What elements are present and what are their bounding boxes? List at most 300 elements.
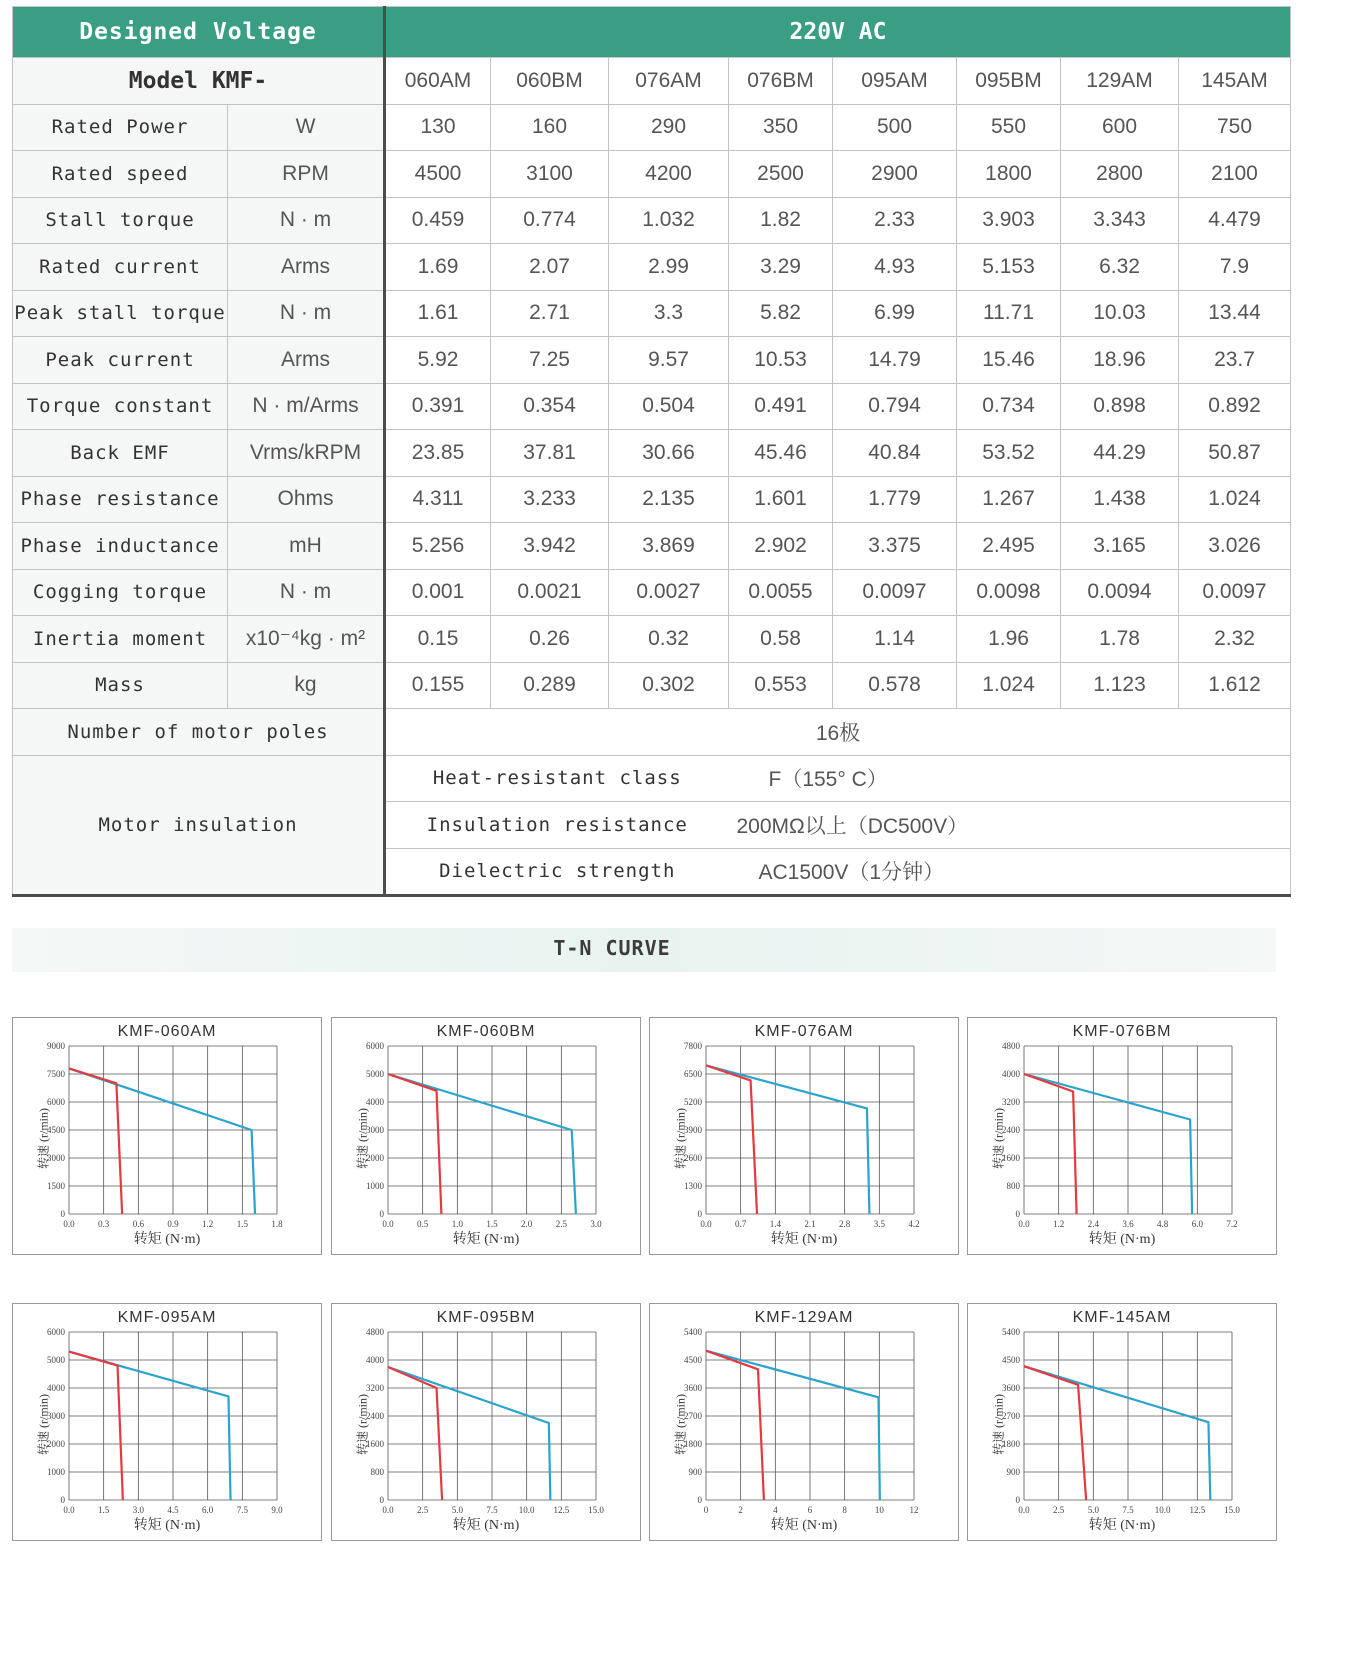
- spec-value: 4200: [609, 151, 729, 198]
- y-tick-label: 2600: [684, 1153, 702, 1163]
- spec-value: 1.438: [1061, 476, 1179, 523]
- spec-value: 53.52: [957, 430, 1061, 477]
- chart-x-label: 转矩 (N·m): [452, 1518, 520, 1533]
- chart-x-label: 转矩 (N·m): [1088, 1232, 1156, 1247]
- spec-value: 0.26: [491, 616, 609, 663]
- spec-value: 0.391: [385, 383, 491, 430]
- x-tick-label: 0.0: [1018, 1219, 1030, 1229]
- chart-x-label: 转矩 (N·m): [1088, 1518, 1156, 1533]
- spec-label: Torque constant: [13, 383, 228, 430]
- spec-value: 1.69: [385, 244, 491, 291]
- tn-chart: [12, 1017, 322, 1255]
- spec-value: 0.0098: [957, 569, 1061, 616]
- spec-value: 3.165: [1061, 523, 1179, 570]
- y-tick-label: 3600: [1002, 1383, 1020, 1393]
- spec-value: 0.354: [491, 383, 609, 430]
- y-tick-label: 900: [1006, 1467, 1020, 1477]
- spec-value: 2.71: [491, 290, 609, 337]
- tn-chart: [331, 1017, 641, 1255]
- motor-poles-label: Number of motor poles: [13, 709, 385, 756]
- x-tick-label: 12: [909, 1505, 919, 1515]
- spec-unit: kg: [228, 662, 385, 709]
- spec-value: 0.15: [385, 616, 491, 663]
- y-tick-label: 0: [697, 1495, 702, 1505]
- spec-value: 0.504: [609, 383, 729, 430]
- spec-value: 7.9: [1179, 244, 1291, 291]
- x-tick-label: 3.5: [873, 1219, 885, 1229]
- x-tick-label: 1.5: [98, 1505, 110, 1515]
- chart-title: KMF-076BM: [1072, 1023, 1172, 1040]
- chart-plot: [968, 1018, 1276, 1254]
- x-tick-label: 0.0: [63, 1219, 75, 1229]
- y-tick-label: 9000: [47, 1041, 65, 1051]
- chart-title: KMF-145AM: [1072, 1309, 1172, 1326]
- spec-value: 2.902: [729, 523, 833, 570]
- spec-value: 1.61: [385, 290, 491, 337]
- spec-value: 0.0094: [1061, 569, 1179, 616]
- x-tick-label: 3.0: [590, 1219, 602, 1229]
- spec-value: 0.892: [1179, 383, 1291, 430]
- x-tick-label: 2.5: [1053, 1505, 1065, 1515]
- x-tick-label: 10: [874, 1505, 884, 1515]
- peak-torque-curve: [388, 1074, 576, 1214]
- spec-value: 0.734: [957, 383, 1061, 430]
- y-tick-label: 3900: [684, 1125, 702, 1135]
- y-tick-label: 6000: [47, 1097, 65, 1107]
- x-tick-label: 12.5: [553, 1505, 570, 1515]
- spec-value: 0.155: [385, 662, 491, 709]
- spec-value: 45.46: [729, 430, 833, 477]
- spec-value: 1.612: [1179, 662, 1291, 709]
- spec-value: 2.07: [491, 244, 609, 291]
- spec-value: 15.46: [957, 337, 1061, 384]
- spec-row: [13, 290, 1291, 337]
- spec-value: 130: [385, 104, 491, 151]
- model-column-header: 095AM: [833, 58, 957, 105]
- y-tick-label: 0: [697, 1209, 702, 1219]
- x-tick-label: 9.0: [271, 1505, 283, 1515]
- spec-value: 0.58: [729, 616, 833, 663]
- spec-table: [12, 6, 1291, 897]
- x-tick-label: 0.0: [1018, 1505, 1030, 1515]
- y-tick-label: 800: [1006, 1181, 1020, 1191]
- spec-value: 290: [609, 104, 729, 151]
- tn-chart: [12, 1303, 322, 1541]
- y-tick-label: 1000: [47, 1467, 65, 1477]
- y-tick-label: 3600: [684, 1383, 702, 1393]
- y-tick-label: 1800: [1002, 1439, 1020, 1449]
- spec-value: 50.87: [1179, 430, 1291, 477]
- continuous-torque-curve: [69, 1352, 123, 1500]
- spec-label: Stall torque: [13, 197, 228, 244]
- spec-value: 0.32: [609, 616, 729, 663]
- spec-value: 2.495: [957, 523, 1061, 570]
- x-tick-label: 4.8: [1157, 1219, 1169, 1229]
- chart-y-label: 转速 (r/min): [673, 1108, 688, 1169]
- spec-unit: Vrms/kRPM: [228, 430, 385, 477]
- y-tick-label: 5400: [1002, 1327, 1020, 1337]
- continuous-torque-curve: [1024, 1074, 1077, 1214]
- spec-value: 4500: [385, 151, 491, 198]
- spec-value: 0.794: [833, 383, 957, 430]
- spec-unit: RPM: [228, 151, 385, 198]
- spec-row: [13, 337, 1291, 384]
- spec-value: 1.779: [833, 476, 957, 523]
- x-tick-label: 0.9: [167, 1219, 179, 1229]
- spec-value: 350: [729, 104, 833, 151]
- peak-torque-curve: [69, 1352, 231, 1500]
- spec-value: 500: [833, 104, 957, 151]
- x-tick-label: 0.5: [417, 1219, 429, 1229]
- y-tick-label: 2000: [47, 1439, 65, 1449]
- y-tick-label: 3200: [366, 1383, 384, 1393]
- continuous-torque-curve: [706, 1351, 764, 1500]
- spec-unit: N · m: [228, 197, 385, 244]
- y-tick-label: 900: [688, 1467, 702, 1477]
- y-tick-label: 4800: [366, 1327, 384, 1337]
- x-tick-label: 1.8: [271, 1219, 283, 1229]
- spec-value: 4.93: [833, 244, 957, 291]
- tn-chart: [649, 1017, 959, 1255]
- x-tick-label: 2.1: [804, 1219, 816, 1229]
- x-tick-label: 1.2: [202, 1219, 214, 1229]
- spec-value: 1.96: [957, 616, 1061, 663]
- peak-torque-curve: [1024, 1074, 1192, 1214]
- spec-row: [13, 197, 1291, 244]
- x-tick-label: 5.0: [1087, 1505, 1099, 1515]
- chart-y-label: 转速 (r/min): [991, 1394, 1006, 1455]
- peak-torque-curve: [69, 1068, 255, 1214]
- spec-unit: N · m: [228, 569, 385, 616]
- continuous-torque-curve: [388, 1074, 441, 1214]
- y-tick-label: 5200: [684, 1097, 702, 1107]
- designed-voltage-header: Designed Voltage: [13, 7, 385, 58]
- voltage-header: 220V AC: [385, 7, 1291, 58]
- spec-value: 550: [957, 104, 1061, 151]
- chart-title: KMF-060AM: [117, 1023, 217, 1040]
- x-tick-label: 2.0: [521, 1219, 533, 1229]
- chart-y-label: 转速 (r/min): [991, 1108, 1006, 1169]
- chart-plot: [13, 1018, 321, 1254]
- x-tick-label: 1.0: [451, 1219, 463, 1229]
- y-tick-label: 0: [60, 1495, 65, 1505]
- spec-row: [13, 244, 1291, 291]
- model-column-header: 060BM: [491, 58, 609, 105]
- y-tick-label: 3000: [47, 1153, 65, 1163]
- spec-value: 750: [1179, 104, 1291, 151]
- spec-value: 44.29: [1061, 430, 1179, 477]
- spec-row: [13, 616, 1291, 663]
- x-tick-label: 7.5: [1122, 1505, 1134, 1515]
- insulation-value: AC1500V（1分钟）: [729, 848, 1291, 896]
- insulation-value: 200MΩ以上（DC500V）: [729, 802, 1291, 849]
- motor-poles-value: 16极: [385, 709, 1291, 756]
- chart-x-label: 转矩 (N·m): [770, 1232, 838, 1247]
- x-tick-label: 2.5: [555, 1219, 567, 1229]
- y-tick-label: 3000: [47, 1411, 65, 1421]
- spec-row: [13, 476, 1291, 523]
- spec-value: 0.898: [1061, 383, 1179, 430]
- model-column-header: 129AM: [1061, 58, 1179, 105]
- spec-value: 0.491: [729, 383, 833, 430]
- spec-value: 3100: [491, 151, 609, 198]
- spec-value: 0.0097: [1179, 569, 1291, 616]
- y-tick-label: 6000: [47, 1327, 65, 1337]
- spec-value: 3.375: [833, 523, 957, 570]
- spec-value: 0.001: [385, 569, 491, 616]
- spec-value: 40.84: [833, 430, 957, 477]
- spec-value: 3.026: [1179, 523, 1291, 570]
- spec-value: 0.774: [491, 197, 609, 244]
- y-tick-label: 5400: [684, 1327, 702, 1337]
- spec-value: 0.0021: [491, 569, 609, 616]
- spec-value: 3.343: [1061, 197, 1179, 244]
- x-tick-label: 15.0: [1224, 1505, 1240, 1515]
- spec-label: Back EMF: [13, 430, 228, 477]
- spec-row: [13, 151, 1291, 198]
- x-tick-label: 15.0: [588, 1505, 604, 1515]
- tn-chart: [649, 1303, 959, 1541]
- spec-value: 2.99: [609, 244, 729, 291]
- peak-torque-curve: [706, 1351, 880, 1500]
- x-tick-label: 7.5: [236, 1505, 248, 1515]
- spec-label: Mass: [13, 662, 228, 709]
- spec-value: 3.942: [491, 523, 609, 570]
- spec-unit: Arms: [228, 337, 385, 384]
- spec-unit: Arms: [228, 244, 385, 291]
- spec-value: 6.99: [833, 290, 957, 337]
- motor-insulation-label: Motor insulation: [13, 755, 385, 896]
- spec-value: 2900: [833, 151, 957, 198]
- spec-unit: x10⁻⁴kg · m²: [228, 616, 385, 663]
- spec-label: Rated Power: [13, 104, 228, 151]
- spec-value: 1.14: [833, 616, 957, 663]
- x-tick-label: 0.0: [382, 1219, 394, 1229]
- y-tick-label: 2000: [366, 1153, 384, 1163]
- y-tick-label: 0: [379, 1209, 384, 1219]
- x-tick-label: 10.0: [518, 1505, 535, 1515]
- spec-value: 10.03: [1061, 290, 1179, 337]
- chart-y-label: 转速 (r/min): [355, 1394, 370, 1455]
- y-tick-label: 6000: [366, 1041, 384, 1051]
- chart-title: KMF-076AM: [754, 1023, 854, 1040]
- y-tick-label: 3000: [366, 1125, 384, 1135]
- chart-plot: [968, 1304, 1276, 1540]
- spec-value: 600: [1061, 104, 1179, 151]
- spec-value: 1.024: [1179, 476, 1291, 523]
- spec-value: 13.44: [1179, 290, 1291, 337]
- y-tick-label: 2400: [1002, 1125, 1020, 1135]
- x-tick-label: 0.0: [382, 1505, 394, 1515]
- spec-value: 3.869: [609, 523, 729, 570]
- model-column-header: 076AM: [609, 58, 729, 105]
- spec-value: 0.0055: [729, 569, 833, 616]
- y-tick-label: 800: [370, 1467, 384, 1477]
- y-tick-label: 1500: [47, 1181, 65, 1191]
- y-tick-label: 4000: [366, 1355, 384, 1365]
- x-tick-label: 4: [773, 1505, 778, 1515]
- spec-row: [13, 662, 1291, 709]
- spec-row: [13, 104, 1291, 151]
- model-column-header: 145AM: [1179, 58, 1291, 105]
- x-tick-label: 0.3: [98, 1219, 110, 1229]
- y-tick-label: 4500: [684, 1355, 702, 1365]
- y-tick-label: 5000: [47, 1355, 65, 1365]
- chart-title: KMF-060BM: [436, 1023, 536, 1040]
- x-tick-label: 2.5: [417, 1505, 429, 1515]
- x-tick-label: 0.0: [63, 1505, 75, 1515]
- y-tick-label: 0: [1015, 1495, 1020, 1505]
- x-tick-label: 5.0: [451, 1505, 463, 1515]
- x-tick-label: 0.0: [700, 1219, 712, 1229]
- spec-unit: N · m: [228, 290, 385, 337]
- spec-value: 1.601: [729, 476, 833, 523]
- y-tick-label: 4000: [47, 1383, 65, 1393]
- chart-plot: [332, 1018, 640, 1254]
- spec-value: 0.0097: [833, 569, 957, 616]
- spec-value: 5.153: [957, 244, 1061, 291]
- y-tick-label: 4500: [1002, 1355, 1020, 1365]
- spec-label: Phase inductance: [13, 523, 228, 570]
- spec-value: 3.233: [491, 476, 609, 523]
- continuous-torque-curve: [1024, 1366, 1086, 1500]
- y-tick-label: 4000: [366, 1097, 384, 1107]
- y-tick-label: 1300: [684, 1181, 702, 1191]
- chart-x-label: 转矩 (N·m): [452, 1232, 520, 1247]
- x-tick-label: 4.2: [908, 1219, 920, 1229]
- spec-value: 23.85: [385, 430, 491, 477]
- y-tick-label: 3200: [1002, 1097, 1020, 1107]
- x-tick-label: 4.5: [167, 1505, 179, 1515]
- spec-value: 0.553: [729, 662, 833, 709]
- spec-value: 2800: [1061, 151, 1179, 198]
- spec-value: 0.459: [385, 197, 491, 244]
- model-column-header: 060AM: [385, 58, 491, 105]
- spec-value: 4.479: [1179, 197, 1291, 244]
- spec-value: 1.024: [957, 662, 1061, 709]
- insulation-name: Dielectric strength: [385, 848, 729, 896]
- chart-title: KMF-095AM: [117, 1309, 217, 1326]
- spec-value: 9.57: [609, 337, 729, 384]
- spec-value: 10.53: [729, 337, 833, 384]
- y-tick-label: 4800: [1002, 1041, 1020, 1051]
- chart-title: KMF-129AM: [754, 1309, 854, 1326]
- continuous-torque-curve: [69, 1068, 122, 1214]
- spec-label: Peak current: [13, 337, 228, 384]
- spec-value: 11.71: [957, 290, 1061, 337]
- y-tick-label: 0: [60, 1209, 65, 1219]
- spec-label: Peak stall torque: [13, 290, 228, 337]
- model-label: Model KMF-: [13, 58, 385, 105]
- tn-chart: [967, 1017, 1277, 1255]
- spec-value: 5.256: [385, 523, 491, 570]
- chart-y-label: 转速 (r/min): [355, 1108, 370, 1169]
- chart-x-label: 转矩 (N·m): [133, 1518, 201, 1533]
- y-tick-label: 1600: [1002, 1153, 1020, 1163]
- x-tick-label: 2: [738, 1505, 743, 1515]
- spec-value: 1.032: [609, 197, 729, 244]
- spec-value: 37.81: [491, 430, 609, 477]
- x-tick-label: 3.6: [1122, 1219, 1134, 1229]
- spec-value: 1.78: [1061, 616, 1179, 663]
- spec-value: 2.32: [1179, 616, 1291, 663]
- spec-label: Inertia moment: [13, 616, 228, 663]
- x-tick-label: 12.5: [1189, 1505, 1206, 1515]
- spec-unit: N · m/Arms: [228, 383, 385, 430]
- spec-value: 6.32: [1061, 244, 1179, 291]
- spec-value: 0.289: [491, 662, 609, 709]
- y-tick-label: 0: [1015, 1209, 1020, 1219]
- insulation-name: Heat-resistant class: [385, 755, 729, 802]
- x-tick-label: 1.5: [236, 1219, 248, 1229]
- spec-value: 0.302: [609, 662, 729, 709]
- x-tick-label: 6.0: [202, 1505, 214, 1515]
- tn-chart: [331, 1303, 641, 1541]
- chart-y-label: 转速 (r/min): [36, 1108, 51, 1169]
- peak-torque-curve: [388, 1367, 550, 1500]
- spec-value: 23.7: [1179, 337, 1291, 384]
- x-tick-label: 3.0: [132, 1505, 144, 1515]
- spec-value: 0.578: [833, 662, 957, 709]
- x-tick-label: 1.2: [1053, 1219, 1065, 1229]
- spec-value: 3.29: [729, 244, 833, 291]
- spec-row: [13, 569, 1291, 616]
- chart-plot: [650, 1304, 958, 1540]
- continuous-torque-curve: [706, 1065, 757, 1214]
- spec-value: 2.135: [609, 476, 729, 523]
- spec-value: 2100: [1179, 151, 1291, 198]
- x-tick-label: 8: [842, 1505, 847, 1515]
- model-column-header: 095BM: [957, 58, 1061, 105]
- insulation-name: Insulation resistance: [385, 802, 729, 849]
- spec-label: Rated current: [13, 244, 228, 291]
- spec-unit: mH: [228, 523, 385, 570]
- spec-value: 30.66: [609, 430, 729, 477]
- model-column-header: 076BM: [729, 58, 833, 105]
- x-tick-label: 0.7: [735, 1219, 747, 1229]
- spec-value: 1.123: [1061, 662, 1179, 709]
- chart-title: KMF-095BM: [436, 1309, 536, 1326]
- spec-row: [13, 430, 1291, 477]
- x-tick-label: 6: [807, 1505, 813, 1515]
- spec-value: 5.82: [729, 290, 833, 337]
- y-tick-label: 4500: [47, 1125, 65, 1135]
- chart-x-label: 转矩 (N·m): [770, 1518, 838, 1533]
- y-tick-label: 5000: [366, 1069, 384, 1079]
- x-tick-label: 6.0: [1191, 1219, 1203, 1229]
- spec-value: 0.0027: [609, 569, 729, 616]
- y-tick-label: 4000: [1002, 1069, 1020, 1079]
- spec-value: 3.3: [609, 290, 729, 337]
- spec-value: 1800: [957, 151, 1061, 198]
- x-tick-label: 1.5: [486, 1219, 498, 1229]
- x-tick-label: 1.4: [769, 1219, 781, 1229]
- x-tick-label: 10.0: [1154, 1505, 1171, 1515]
- x-tick-label: 7.5: [486, 1505, 498, 1515]
- spec-value: 5.92: [385, 337, 491, 384]
- chart-plot: [650, 1018, 958, 1254]
- spec-value: 14.79: [833, 337, 957, 384]
- peak-torque-curve: [1024, 1366, 1210, 1500]
- y-tick-label: 2700: [1002, 1411, 1020, 1421]
- spec-value: 3.903: [957, 197, 1061, 244]
- y-tick-label: 2400: [366, 1411, 384, 1421]
- x-tick-label: 7.2: [1226, 1219, 1238, 1229]
- y-tick-label: 7800: [684, 1041, 702, 1051]
- spec-value: 1.267: [957, 476, 1061, 523]
- y-tick-label: 2700: [684, 1411, 702, 1421]
- spec-row: [13, 383, 1291, 430]
